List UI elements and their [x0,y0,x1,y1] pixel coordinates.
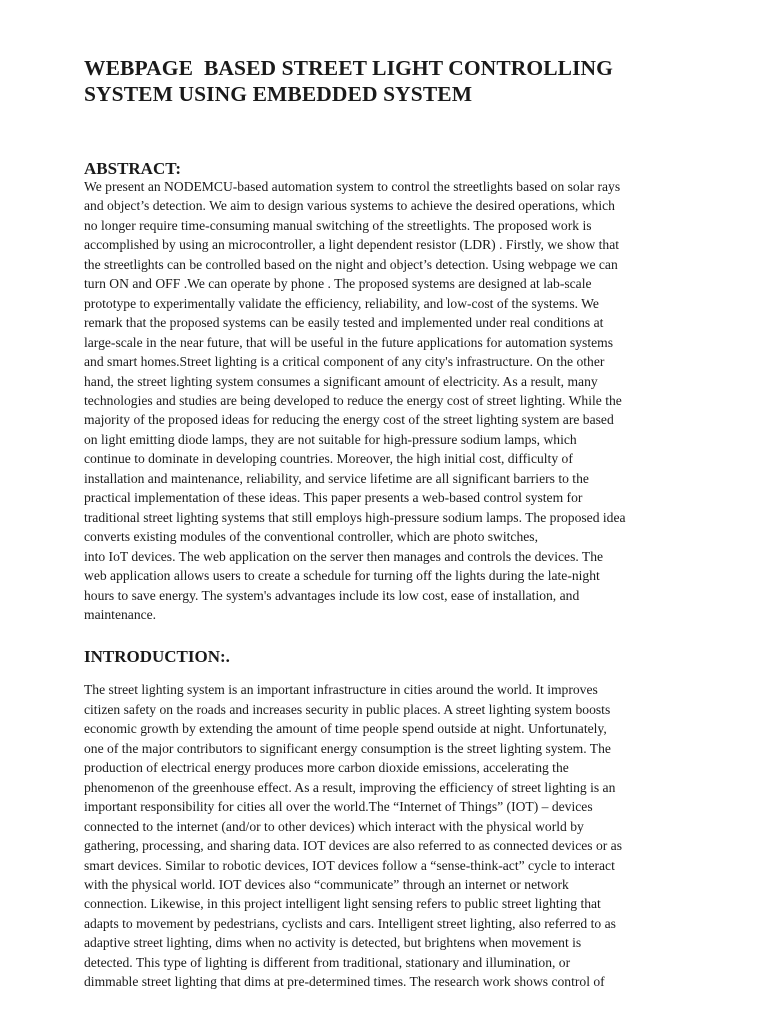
text-line: practical implementation of these ideas. This paper presents a web-based control system for [84,490,583,506]
text-line: technologies and studies are being developed to reduce the energy cost of street lighting. While the [84,392,622,408]
text-line: web application allows users to create a schedule for turning off the lights during the late-night [84,568,600,584]
text-line: remark that the proposed systems can be easily tested and implemented under real conditions at [84,315,604,331]
text-line: installation and maintenance, reliability, and service lifetime are all significant barriers to the [84,470,589,486]
text-line: into IoT devices. The web application on the server then manages and controls the devices. The [84,548,604,564]
text-line: gathering, processing, and sharing data. IOT devices are also referred to as connected devices or as [84,838,622,854]
text-line: on light emitting diode lamps, they are not suitable for high-pressure sodium lamps, which [84,431,577,447]
abstract-heading: ABSTRACT: [84,159,181,178]
text-line: hours to save energy. The system's advantages include its low cost, ease of installation, and [84,587,580,603]
abstract-paragraph [84,177,716,624]
text-line: citizen safety on the roads and increases security in public places. A street lighting system boosts [84,701,611,717]
text-line: We present an NODEMCU-based automation system to control the streetlights based on solar rays [84,179,621,194]
text-line: majority of the proposed ideas for reducing the energy cost of the street lighting system are based [84,412,614,428]
text-line: and smart homes.Street lighting is a critical component of any city's infrastructure. On the other [84,354,605,370]
text-line: adapts to movement by pedestrians, cyclists and cars. Intelligent street lighting, also referred to as [84,915,616,931]
text-line: converts existing modules of the conventional controller, which are photo switches, [84,529,538,545]
text-line: prototype to experimentally validate the efficiency, reliability, and low-cost of the systems. We [84,295,599,311]
introduction-heading: INTRODUCTION:. [84,647,230,667]
text-line: detected. This type of lighting is different from traditional, stationary and illumination, or [84,954,571,970]
introduction-paragraph [84,680,716,991]
text-line: the streetlights can be controlled based on the night and object’s detection. Using webpage we can [84,256,618,272]
text-line: connection. Likewise, in this project intelligent light sensing refers to public street lighting that [84,896,601,912]
text-line: no longer require time-consuming manual switching of the streetlights. The proposed work is [84,217,592,233]
text-line: The street lighting system is an important infrastructure in cities around the world. It improves [84,682,598,698]
text-line: economic growth by extending the amount of time people spend outside at night. Unfortunately, [84,721,607,737]
text-line: large-scale in the near future, that will be useful in the future applications for automation systems [84,334,613,350]
page-title [84,0,716,107]
text-line: maintenance. [84,606,157,622]
text-line: and object’s detection. We aim to design various systems to achieve the desired operations, which [84,198,615,214]
text-line: with the physical world. IOT devices also “communicate” through an internet or network [84,876,569,892]
text-line: phenomenon of the greenhouse effect. As a result, improving the efficiency of street lighting is an [84,779,616,795]
title-line: SYSTEM USING EMBEDDED SYSTEM [84,82,473,106]
text-line: turn ON and OFF .We can operate by phone . The proposed systems are designed at lab-scale [84,276,592,292]
text-line: production of electrical energy produces more carbon dioxide emissions, accelerating the [84,760,569,776]
text-line: smart devices. Similar to robotic devices, IOT devices follow a “sense-think-act” cycle to interact [84,857,615,873]
text-line: accomplished by using an microcontroller, a light dependent resistor (LDR) . Firstly, we show that [84,237,620,253]
text-line: connected to the internet (and/or to other devices) which interact with the physical world by [84,818,584,834]
text-line: hand, the street lighting system consumes a significant amount of electricity. As a result, many [84,373,598,389]
text-line: important responsibility for cities all over the world.The “Internet of Things” (IOT) – devices [84,799,593,815]
text-line: continue to dominate in developing countries. Moreover, the high initial cost, difficulty of [84,451,573,467]
text-line: one of the major contributors to significant energy consumption is the street lighting system. The [84,740,611,756]
text-line: adaptive street lighting, dims when no activity is detected, but brightens when movement is [84,935,582,951]
title-line: WEBPAGE BASED STREET LIGHT CONTROLLING [84,56,614,80]
text-line: dimmable street lighting that dims at pre-determined times. The research work shows control of [84,974,605,990]
text-line: traditional street lighting systems that still employs high-pressure sodium lamps. The proposed idea [84,509,626,525]
